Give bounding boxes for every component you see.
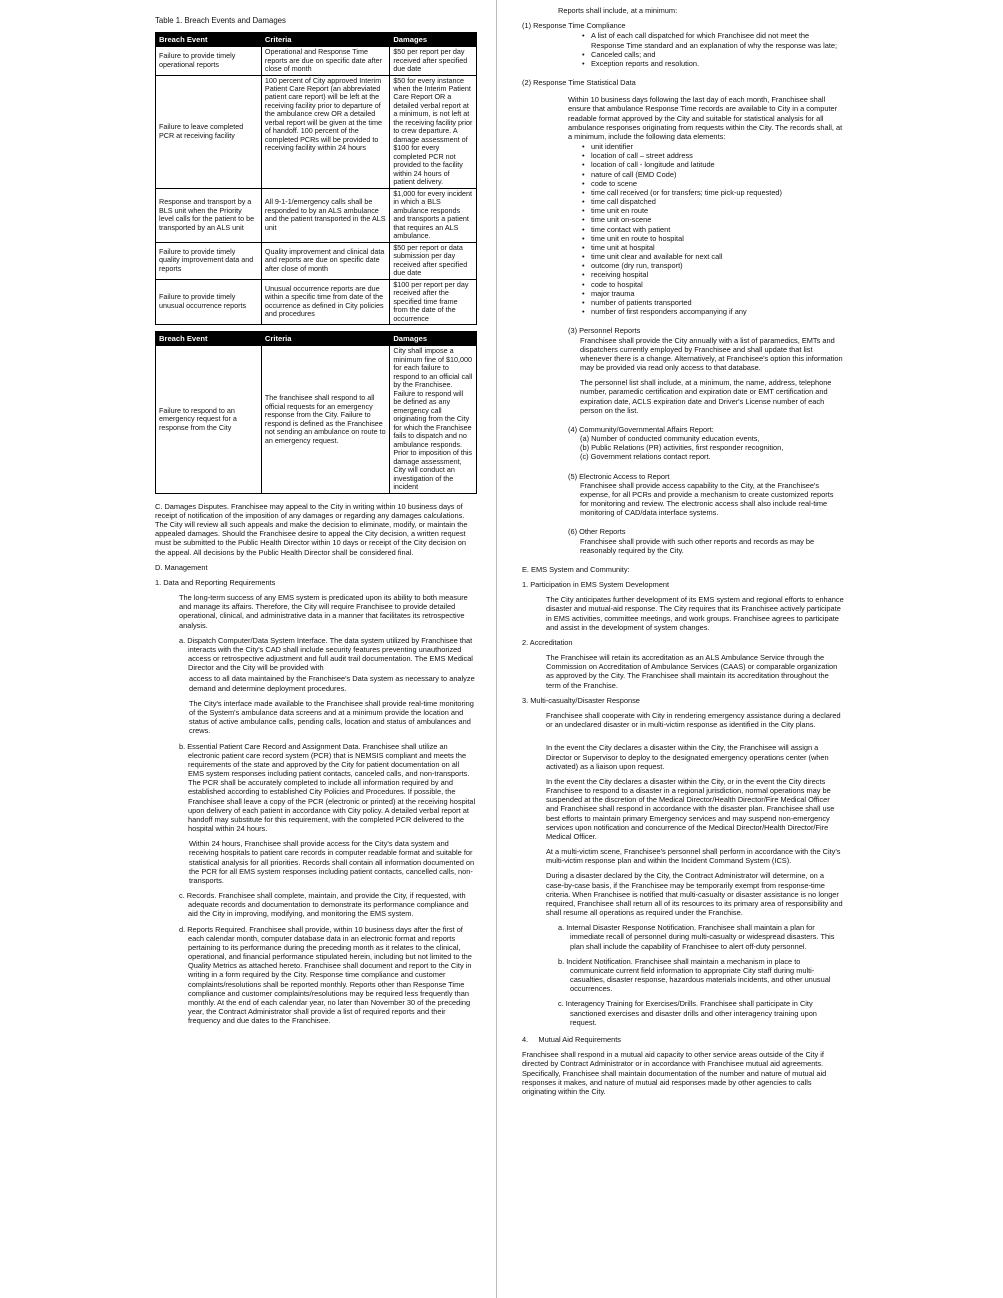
community-heading: (4) Community/Governmental Affairs Report: [568,424,714,434]
table-row [156,279,477,324]
mci-item-b: b. Incident Notification. Franchisee shall maintain a mechanism in place to communicate current field information to appropriate City staff during multi-casualties, disaster response, hazardous materials incidents, and other unusual occurrences. [558,956,831,994]
criteria-cell: The franchisee shall respond to all official requests for an emergency response from the City. Failure to respond is defined as the Franchisee not sending an ambulance on route to an emergency request. [261,346,389,493]
list-item: • number of first responders accompanying if any [582,307,844,316]
header-damages: Damages [390,32,477,46]
header-criteria: Criteria [261,332,389,346]
list-item: (c) Government relations contact report. [580,452,711,462]
breach-event-cell: Response and transport by a BLS unit when the Priority level calls for the patient to be transported by an ALS unit [156,188,262,242]
subsection-heading-mutual-aid: 4. Mutual Aid Requirements [522,1034,622,1044]
list-item: • nature of call (EMD Code) [582,170,844,179]
damages-cell: $50 per report or data submission per day received after specified due date [390,242,477,279]
accreditation-paragraph: The Franchisee will retain its accreditation as an ALS Ambulance Service through the Commission on Accreditation of Ambulance Services (CAAS) or comparable organization as approved by the City. The Franchisee shall maintain its accreditation throughout the term of the Franchise. [546,653,838,690]
data-intro-paragraph: The long-term success of any EMS system is predicated upon its ability to both measure and manage its affairs. Therefore, the City will require Franchisee to provide detailed operational, clinical, and administrative data in a manner that facilitates its retrospective analysis. [179,593,468,630]
item-a-paragraph: a. Dispatch Computer/Data System Interface. The data system utilized by Franchisee that interacts with the City's CAD shall include security features preventing unauthorized access or retrospective adjustment and full audit trail documentation. The EMS Medical Director and the City will be provided with [179,635,473,673]
list-item: • time unit on-scene [582,215,844,224]
list-item: • time unit en route to hospital [582,234,844,243]
mci-item-c: c. Interagency Training for Exercises/Drills. Franchisee shall participate in City sanctioned exercises and disaster drills and other interagency training upon request. [558,999,817,1027]
mci-paragraph-2: In the event the City declares a disaster within the City, the Franchisee will assign a Director or Supervisor to deploy to the designated emergency operations center (when activated) as a liaison upon request. [546,743,829,771]
table-header-row [156,32,477,46]
table-caption: Table 1. Breach Events and Damages [155,16,286,25]
list-item: • A list of each call dispatched for which Franchisee did not meet the Response Time standard and an explanation of why the response was late; [582,31,844,49]
list-item: • Exception reports and resolution. [582,59,844,68]
breach-event-cell: Failure to provide timely unusual occurrence reports [156,279,262,324]
breach-event-cell: Failure to provide timely quality improvement data and reports [156,242,262,279]
reports-intro: Reports shall include, at a minimum: [558,6,678,15]
list-item: • Canceled calls; and [582,50,844,59]
header-breach-event: Breach Event [156,332,262,346]
breach-table-2 [155,331,477,494]
criteria-cell: Operational and Response Time reports are due on specific date after close of month [261,47,389,75]
list-item: • time call received (or for transfers; time pick-up requested) [582,188,844,197]
damages-disputes-paragraph: C. Damages Disputes. Franchisee may appeal to the City in writing within 10 business days of receipt of notification of the imposition of any damages or regarding any damages calculations. The City will review all such appeals and make the decision to eliminate, modify, or maintain the appealed damages. Should the Franchisee desire to appeal the City decision, a written request must be submitted to the Public Health Director within 10 days or receipt of the City decision on the appeal. All decisions by the Public Health Director shall be considered final. [155,501,468,557]
damages-cell: $50 per report per day received after specified due date [390,47,477,75]
list-item: • time unit en route [582,206,844,215]
list-item: • major trauma [582,289,844,298]
item-b-continued: Within 24 hours, Franchisee shall provide access for the City's data system and receiving hospitals to patient care records in computer readable format and suitable for statistical analysis for all priorities. Records shall contain all information documented on the PCR for all EMS system responses including patient contacts, cancelled calls, non-transports. [189,839,475,885]
table-row [156,47,477,75]
mutual-aid-paragraph: Franchisee shall respond in a mutual aid capacity to other service areas outside of the City if directed by Contract Administrator or in accordance with Franchisee mutual aid agreements. Specifically, Franchisee shall maintain documentation of the number and nature of mutual aid responses it makes, and nature of mutual aid responses made by other agencies to calls originating within the City. [522,1050,827,1096]
item-a-interface-paragraph: The City's interface made available to the Franchisee shall provide real-time monitoring of the System's ambulance data screens and at a minimum provide the location and status of active ambulance calls, pending calls, location and status of ambulances and crews. [189,698,474,736]
item-a-continued: access to all data maintained by the Franchisee's Data system as necessary to analyze demand and determine deployment procedures. [189,674,475,693]
breach-event-cell: Failure to respond to an emergency request for a response from the City [156,346,262,493]
damages-cell: City shall impose a minimum fine of $10,000 for each failure to respond to an official call by the Franchisee. Failure to respond will be defined as any emergency call originating from the City for which the Franchisee fails to dispatch and no ambulance responds. Prior to imposition of this damage assessment, City will conduct an investigation of the incident [390,346,477,493]
list-item: • receiving hospital [582,270,844,279]
criteria-cell: All 9-1-1/emergency calls shall be responded to by an ALS ambulance and the patient transported in the ALS unit [261,188,389,242]
mci-paragraph-5: During a disaster declared by the City, the Contract Administrator will determine, on a case-by-case basis, if the Franchisee may be temporarily exempt from response-time criteria. When Franchisee is notified that multi-casualty or disaster assistance is no longer required, Franchisee shall return all of its resources to its primary area of responsibility and shall resume all operations as required under the Franchise. [546,871,843,918]
community-list [580,434,844,462]
mci-paragraph-4: At a multi-victim scene, Franchisee's personnel shall perform in accordance with the City's multi-victim response plan and within the Incident Command System (ICS). [546,847,841,866]
list-item: • time contact with patient [582,225,844,234]
mci-paragraph-1: Franchisee shall cooperate with City in rendering emergency assistance during a declared or an undeclared disaster or in multi-victim response as identified in the City plans. [546,711,841,730]
rt-stats-paragraph: Within 10 business days following the last day of each month, Franchisee shall ensure that ambulance Response Time records are available to City in a computer readable format approved by the City and suitable for statistical analysis for all ambulance responses originating from requests within the City. The records shall, at a minimum, include the following data elements: [568,95,843,141]
table-row [156,242,477,279]
section-heading-ems: E. EMS System and Community: [522,564,630,574]
column-divider [496,0,497,1298]
rt-compliance-heading: (1) Response Time Compliance [522,21,626,31]
list-item: (b) Public Relations (PR) activities, first responder recognition, [580,443,784,453]
electronic-access-paragraph: Franchisee shall provide access capability to the City, at the Franchisee's expense, for all PCRs and provide a mechanism to create customized reports for monitoring and review. The electronic access shall also include real-time monitoring of CAD/data interface systems. [580,480,834,518]
mci-item-a: a. Internal Disaster Response Notification. Franchisee shall maintain a plan for immediate recall of personnel during multi-casualty or widespread disasters. This plan shall include the capability of Franchisee to alert off-duty personnel. [558,923,835,951]
list-item: • time unit at hospital [582,243,844,252]
list-item: • location of call - longitude and latitude [582,160,844,169]
section-heading-management: D. Management [155,562,208,572]
subsection-heading-participation: 1. Participation in EMS System Development [522,580,670,590]
criteria-cell: 100 percent of City approved Interim Patient Care Report (an abbreviated patient care report) will be left at the receiving facility prior to departure of the ambulance crew OR a detailed verbal report will be given at the time of handoff. 100 percent of the completed PCRs will be provided to receiving facility within 24 hours [261,75,389,188]
left-column [155,16,477,1031]
subsection-heading-accreditation: 2. Accreditation [522,637,573,647]
list-item: • number of patients transported [582,298,844,307]
damages-cell: $100 per report per day received after the specified time frame from the date of the occurrence [390,279,477,324]
subsection-heading-mci: 3. Multi-casualty/Disaster Response [522,695,640,705]
criteria-cell: Quality improvement and clinical data and reports are due on specific date after close of month [261,242,389,279]
list-item: • unit identifier [582,142,844,151]
item-b-paragraph: b. Essential Patient Care Record and Assignment Data. Franchisee shall utilize an electronic patient care record system (PCR) that is NEMSIS compliant and meets the requirements of the state and approved by the City for patient documentation on all EMS system responses including patient contacts, canceled calls, and non-transports. The PCR shall be accurately completed to include all information required by and established according to established City Policies and Procedures. If possible, the Franchisee shall leave a copy of the PCR (electronic or printed) at the receiving hospital upon delivery of each patient in accordance with City policy. A detailed verbal report at handoff may substitute for this requirement, with the completed PCR delivered to the hospital within 24 hours. [179,741,476,834]
list-item: • location of call – street address [582,151,844,160]
table-row [156,188,477,242]
damages-cell: $50 for every instance when the Interim Patient Care Report OR a detailed verbal report at a minimum, is not left at the receiving facility prior to crew departure. A damage assessment of $100 for every completed PCR not provided to the facility within 24 hours of patient delivery. [390,75,477,188]
breach-table-1 [155,32,477,325]
header-criteria: Criteria [261,32,389,46]
list-item: • code to hospital [582,280,844,289]
rt-stats-heading: (2) Response Time Statistical Data [522,78,636,88]
electronic-access-heading: (5) Electronic Access to Report [568,471,670,481]
list-item: • time unit clear and available for next call [582,252,844,261]
participation-paragraph: The City anticipates further development of its EMS system and regional efforts to enhance disaster and mutual-aid response. The City requires that its Franchisee actively participate in EMS activities, committee meetings, and work groups. Franchisee agrees to participate and assist in the development of system changes. [546,595,844,632]
rt-stats-list [582,142,844,316]
other-reports-heading: (6) Other Reports [568,527,626,537]
header-breach-event: Breach Event [156,32,262,46]
subsection-heading-data: 1. Data and Reporting Requirements [155,577,276,587]
personnel-paragraph: Franchisee shall provide the City annually with a list of paramedics, EMTs and dispatchers currently employed by Franchisee and shall update that list whenever there is a change. Alternatively, at Franchisee's option this information may be provided via read only access to that database. [580,335,843,373]
rt-compliance-list [582,31,844,68]
item-d-paragraph: d. Reports Required. Franchisee shall provide, within 10 business days after the first of each calendar month, computer database data in an electronic format and reports pertaining to its performance during the preceding month as it relates to the clinical, operational, and financial performance stipulated herein, including but not limited to the Quality Metrics as attached hereto. Franchisee shall document and report to the City in writing in a form required by the City. Response time compliance and customer complaints/resolutions shall be reported monthly. Reports other than Response Time compliance and customer complaints/resolutions may be required less frequently than monthly. At the end of each calendar year, no later than November 30 of the preceding year, the Contract Administrator shall provide a list of required reports and their frequency and due dates to the Franchisee. [179,924,472,1026]
header-damages: Damages [390,332,477,346]
right-column [522,6,844,1102]
breach-event-cell: Failure to leave completed PCR at receiving facility [156,75,262,188]
list-item: • code to scene [582,179,844,188]
damages-cell: $1,000 for every incident in which a BLS ambulance responds and transports a patient that requires an ALS ambulance. [390,188,477,242]
table-row [156,346,477,493]
table-header-row [156,332,477,346]
table-row [156,75,477,188]
other-reports-paragraph: Franchisee shall provide with such other reports and records as may be reasonably required by the City. [580,536,815,555]
personnel-heading: (3) Personnel Reports [568,326,641,336]
criteria-cell: Unusual occurrence reports are due within a specific time from date of the occurrence as defined in City policies and procedures [261,279,389,324]
list-item: • outcome (dry run, transport) [582,261,844,270]
breach-event-cell: Failure to provide timely operational reports [156,47,262,75]
mci-paragraph-3: In the event the City declares a disaster within the City, or in the event the City directs Franchisee to respond to a disaster in a regional jurisdiction, normal operations may be suspended at the discretion of the Medical Director/Health Director/Fire Medical Officer and Franchisee shall respond in accordance with the disaster plan. Franchisee shall use best efforts to maintain primary Emergency services and may suspend non-emergency services upon notification and concurrence of the Medical Director/Health Director/Fire Medical Officer. [546,776,835,841]
item-c-paragraph: c. Records. Franchisee shall complete, maintain, and provide the City, if requested, with adequate records and documentation to demonstrate its performance compliance and aid the City in improving, modifying, and monitoring the EMS system. [179,891,469,919]
list-item: • time call dispatched [582,197,844,206]
personnel-list-paragraph: The personnel list shall include, at a minimum, the name, address, telephone number, paramedic certification and expiration date or EMT certification and expiration date, ACLS expiration date and Driver's License number of each person on the list. [580,378,832,415]
list-item: (a) Number of conducted community education events, [580,434,760,444]
